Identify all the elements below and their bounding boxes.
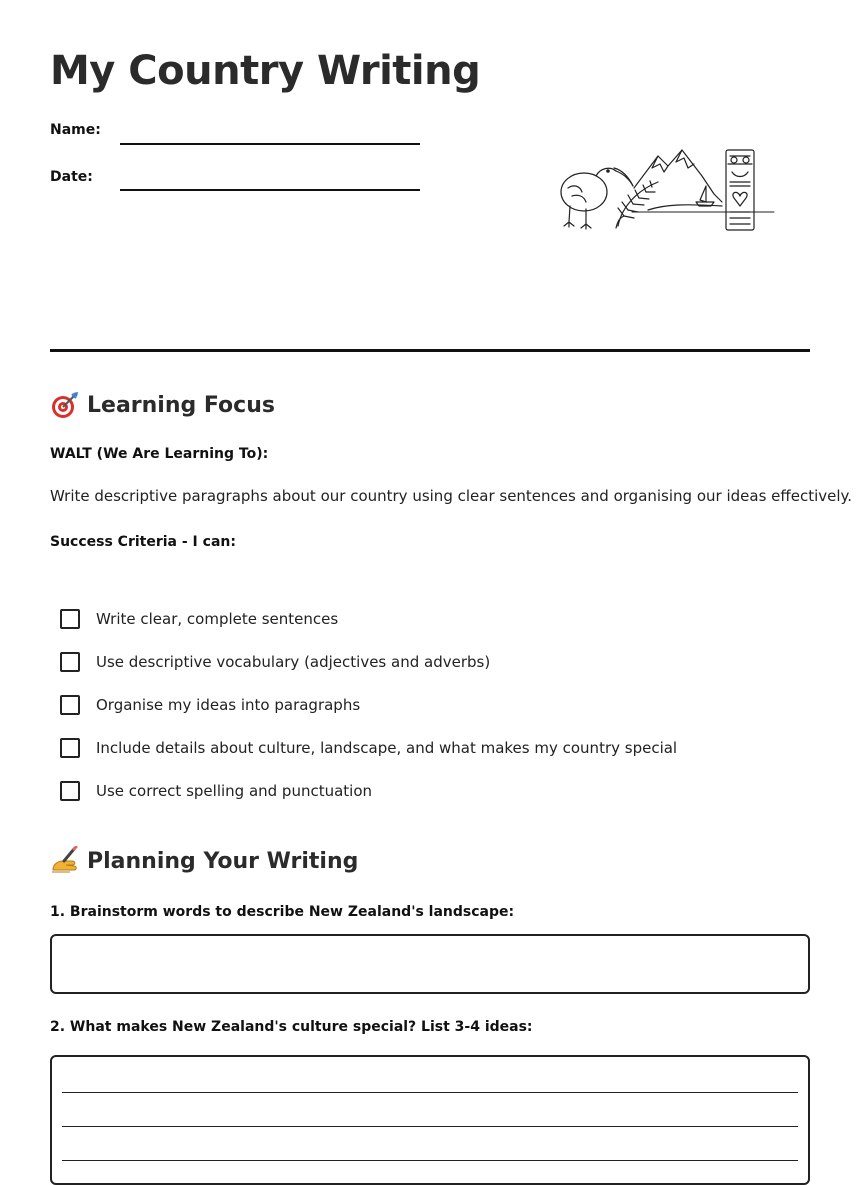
name-field[interactable] — [120, 143, 420, 145]
page-title: My Country Writing — [50, 48, 481, 94]
criteria-checkbox[interactable] — [60, 609, 80, 629]
target-icon — [50, 390, 80, 420]
criteria-item — [60, 640, 677, 683]
answer-line[interactable] — [62, 1126, 798, 1127]
question-2-label: 2. What makes New Zealand's culture special? List 3-4 ideas: — [50, 1019, 533, 1035]
walt-text: Write descriptive paragraphs about our country using clear sentences and organising our ideas effectively. — [50, 487, 853, 505]
planning-title: Planning Your Writing — [87, 848, 359, 874]
criteria-checkbox[interactable] — [60, 695, 80, 715]
learning-focus-title: Learning Focus — [87, 392, 275, 418]
criteria-text: Use descriptive vocabulary (adjectives and adverbs) — [96, 652, 491, 671]
planning-heading — [50, 846, 358, 876]
writing-hand-icon — [50, 846, 80, 876]
success-criteria-label: Success Criteria - I can: — [50, 534, 236, 550]
walt-label: WALT (We Are Learning To): — [50, 446, 269, 462]
answer-line[interactable] — [62, 1092, 798, 1093]
date-field[interactable] — [120, 189, 420, 191]
criteria-item — [60, 769, 677, 812]
criteria-checkbox[interactable] — [60, 781, 80, 801]
date-label: Date: — [50, 169, 93, 185]
section-divider — [50, 349, 810, 352]
mountains-icon — [634, 150, 722, 210]
criteria-text: Write clear, complete sentences — [96, 609, 339, 628]
criteria-text: Include details about culture, landscape, and what makes my country special — [96, 738, 678, 757]
name-label: Name: — [50, 122, 101, 138]
carving-icon — [726, 150, 754, 230]
criteria-text: Organise my ideas into paragraphs — [96, 695, 361, 714]
criteria-text: Use correct spelling and punctuation — [96, 781, 373, 800]
landscape-answer-box[interactable] — [50, 934, 810, 994]
criteria-checkbox[interactable] — [60, 738, 80, 758]
kiwi-bird-icon — [561, 168, 633, 229]
criteria-checkbox[interactable] — [60, 652, 80, 672]
criteria-item — [60, 683, 677, 726]
nz-illustration — [556, 146, 778, 236]
learning-focus-heading — [50, 390, 275, 420]
question-1-label: 1. Brainstorm words to describe New Zealand's landscape: — [50, 904, 515, 920]
criteria-item — [60, 726, 677, 769]
fern-icon — [616, 181, 658, 228]
culture-answer-box[interactable] — [50, 1055, 810, 1185]
criteria-item — [60, 597, 677, 640]
success-criteria-list — [60, 597, 677, 812]
